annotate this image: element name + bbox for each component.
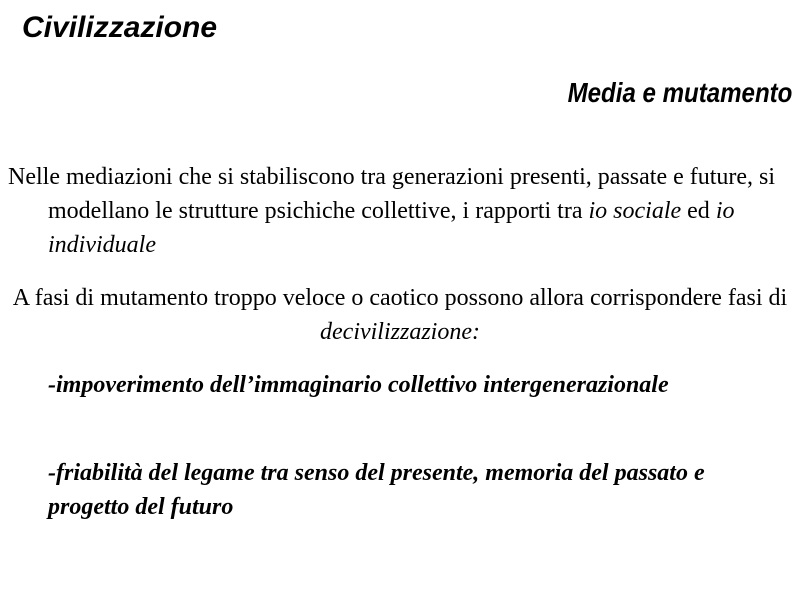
paragraph-mediazioni xyxy=(8,160,788,262)
decivilizzazione-emphasis: decivilizzazione: xyxy=(320,319,480,345)
slide-subtitle: Media e mutamento xyxy=(567,77,792,108)
paragraph-mediazioni-text: Nelle mediazioni che si stabiliscono tra generazioni presenti, passate e future, si modellano le strutture psichiche collettive, i rapporti tra xyxy=(8,164,776,224)
paragraph-mutamento xyxy=(10,281,790,349)
paragraph-mediazioni-conjunction: ed xyxy=(681,198,716,224)
io-sociale-emphasis: io sociale xyxy=(588,198,682,224)
list-item-impoverimento: -impoverimento dell’immaginario collettivo intergenerazionale xyxy=(48,372,669,398)
list-item-friabilita: -friabilità del legame tra senso del presente, memoria del passato e progetto del futuro xyxy=(48,460,705,520)
io-individuale-emphasis: io individuale xyxy=(48,198,735,258)
paragraph-mutamento-text: A fasi di mutamento troppo veloce o caotico possono allora corrispondere fasi di xyxy=(12,285,788,311)
slide-title: Civilizzazione xyxy=(22,11,218,44)
